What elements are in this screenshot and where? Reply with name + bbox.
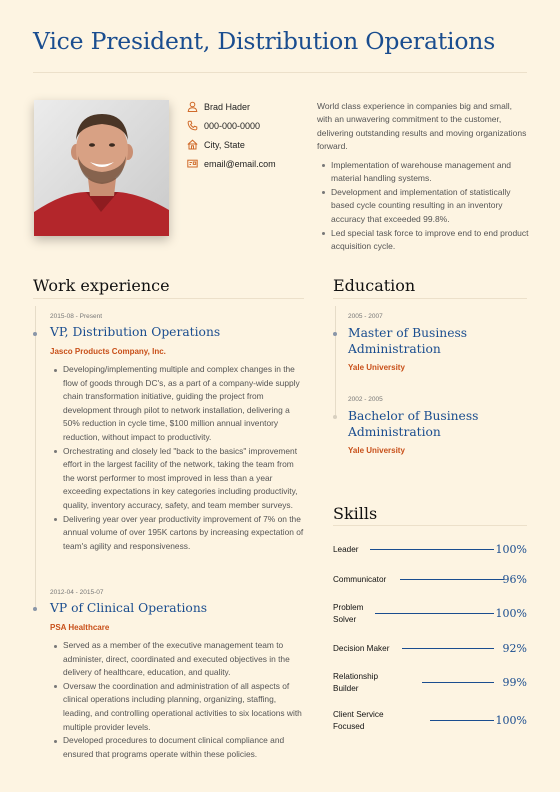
user-icon xyxy=(187,101,198,112)
skill-row xyxy=(333,601,527,627)
skill-bar xyxy=(400,579,504,580)
summary-bullet: Development and implementation of statistically based cycle counting resulting in an inventory accuracy that exceeded 99.8%. xyxy=(317,186,529,226)
education-timeline xyxy=(335,306,336,416)
skill-name: Relationship Builder xyxy=(333,672,379,693)
work-divider xyxy=(33,298,304,299)
timeline-dot xyxy=(333,415,337,419)
home-icon xyxy=(187,139,198,150)
skill-row xyxy=(333,670,527,696)
email-icon xyxy=(187,158,198,169)
skill-row xyxy=(333,567,527,593)
edu-date: 2002 - 2005 xyxy=(348,396,383,403)
skill-bar xyxy=(375,613,494,614)
skill-bar xyxy=(430,720,494,721)
skill-value: 100% xyxy=(495,714,527,727)
skill-name: Problem Solver xyxy=(333,603,364,624)
contact-phone: 000-000-0000 xyxy=(187,120,260,131)
summary-text: World class experience in companies big and small, with an unwavering commitment to the customer, delivering outstanding results and moving organizations forward. xyxy=(317,101,527,152)
skill-row xyxy=(333,537,527,563)
work-timeline xyxy=(35,306,36,608)
edu-date: 2005 - 2007 xyxy=(348,313,383,320)
skill-bar xyxy=(402,648,494,649)
timeline-dot xyxy=(33,607,37,611)
skill-value: 92% xyxy=(502,642,527,655)
work-heading: Work experience xyxy=(33,276,170,295)
education-heading: Education xyxy=(333,276,416,295)
skill-name: Decision Maker xyxy=(333,644,390,653)
summary xyxy=(317,100,529,254)
job-bullet: Served as a member of the executive management team to administer, direct, coordinated and executed objectives in the delivery of healthcare, education, and quality. xyxy=(49,639,307,680)
edu-degree: Master of Business Administration xyxy=(348,326,468,356)
skill-bar xyxy=(370,549,494,550)
title-divider xyxy=(33,72,527,73)
skills-divider xyxy=(333,525,527,526)
job-company: Jasco Products Company, Inc. xyxy=(50,347,166,356)
summary-bullet: Led special task force to improve end to end product acquisition cycle. xyxy=(317,227,529,254)
skill-row xyxy=(333,636,527,662)
education-divider xyxy=(333,298,527,299)
phone-icon xyxy=(187,120,198,131)
contact-location: City, State xyxy=(187,139,245,150)
skill-name: Communicator xyxy=(333,575,387,584)
summary-bullets xyxy=(317,159,529,254)
edu-degree: Bachelor of Business Administration xyxy=(348,409,479,439)
job-bullet: Orchestrating and closely led "back to the basics" improvement effort in the largest facility of the network, taking the team from the worst performer to most improved in less than a year exceeding expectations in key categories including productivity, quality, inventory accuracy, safety, and team member surveys. xyxy=(49,445,307,513)
job-title: VP, Distribution Operations xyxy=(50,325,221,339)
timeline-dot xyxy=(33,332,37,336)
skill-bar xyxy=(422,682,494,683)
page-title: Vice President, Distribution Operations xyxy=(33,27,496,55)
skill-value: 99% xyxy=(502,676,527,689)
job-bullets xyxy=(49,363,307,553)
contact-email[interactable]: email@email.com xyxy=(187,158,276,169)
summary-bullet: Implementation of warehouse management and material handling systems. xyxy=(317,159,529,186)
skill-name: Client Service Focused xyxy=(333,710,384,731)
skill-row xyxy=(333,708,527,734)
edu-school: Yale University xyxy=(348,363,405,372)
job-title: VP of Clinical Operations xyxy=(50,601,208,615)
job-bullet: Developed procedures to document clinical compliance and ensured that programs operate within these policies. xyxy=(49,734,307,761)
skill-value: 96% xyxy=(502,573,527,586)
job-company: PSA Healthcare xyxy=(50,623,110,632)
job-bullet: Oversaw the coordination and administration of all aspects of clinical operations including planning, organizing, staffing, leading, and controlling operational activities to six locations with multiple provider levels. xyxy=(49,680,307,734)
job-date: 2015-08 - Present xyxy=(50,313,103,320)
job-bullet: Developing/implementing multiple and complex changes in the flow of goods through DC's, as a part of a company-wide supply chain transformation initiative, guiding the project from development through pilot to network installation, delivering a 50% reduction in cycle time, $100 million annual inventory reduction, without impact to productivity. xyxy=(49,363,307,445)
contact-name: Brad Hader xyxy=(187,101,250,112)
skill-value: 100% xyxy=(495,607,527,620)
job-bullets xyxy=(49,639,307,761)
edu-school: Yale University xyxy=(348,446,405,455)
job-date: 2012-04 - 2015-07 xyxy=(50,589,104,596)
skill-name: Leader xyxy=(333,545,359,554)
skills-heading: Skills xyxy=(333,504,378,523)
job-bullet: Delivering year over year productivity improvement of 7% on the annual volume of over 195K cartons by increasing expectation of team's agility and responsiveness. xyxy=(49,513,307,554)
skill-value: 100% xyxy=(495,543,527,556)
timeline-dot xyxy=(333,332,337,336)
profile-photo xyxy=(34,100,169,236)
